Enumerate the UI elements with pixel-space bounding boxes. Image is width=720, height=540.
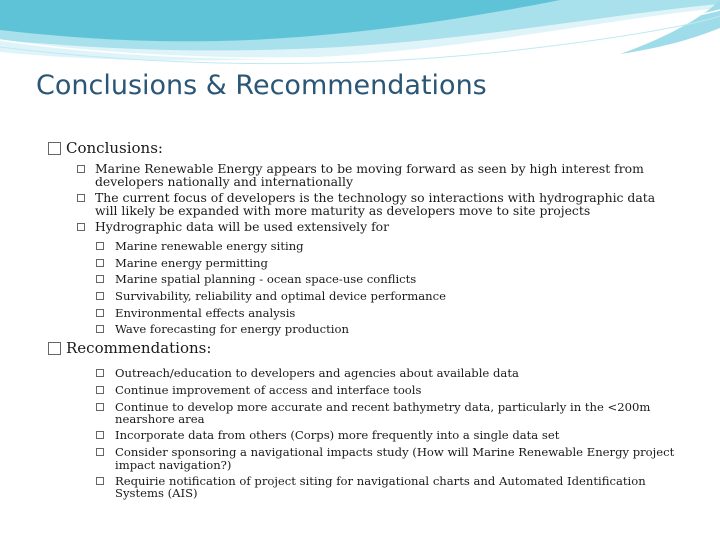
square-bullet-icon [48,342,61,355]
conclusions-heading: Conclusions: [48,140,678,157]
conclusion-item: The current focus of developers is the technology so interactions with hydrographic data will likely be expanded with more maturity as developers move to site projects [95,192,675,217]
square-bullet-icon [48,142,61,155]
square-bullet-icon [96,403,104,411]
square-bullet-icon [96,292,104,300]
slide-body [48,140,678,504]
recommendation-item: Continue improvement of access and interface tools [115,384,675,396]
recommendation-item: Incorporate data from others (Corps) more frequently into a single data set [115,429,675,441]
square-bullet-icon [77,165,85,173]
conclusion-subitem: Environmental effects analysis [115,307,675,319]
conclusion-subitem: Survivability, reliability and optimal device performance [115,290,675,302]
decorative-wave-header [0,0,720,75]
square-bullet-icon [77,223,85,231]
square-bullet-icon [96,275,104,283]
square-bullet-icon [96,369,104,377]
recommendation-item: Requirie notification of project siting for navigational charts and Automated Identification Systems (AIS) [115,475,675,500]
conclusion-item: Marine Renewable Energy appears to be moving forward as seen by high interest from developers nationally and internationally [95,163,675,188]
recommendations-heading: Recommendations: [48,340,678,357]
conclusion-subitem: Marine spatial planning - ocean space-use conflicts [115,273,675,285]
square-bullet-icon [96,309,104,317]
recommendation-item: Consider sponsoring a navigational impacts study (How will Marine Renewable Energy project impact navigation?) [115,446,675,471]
square-bullet-icon [96,448,104,456]
conclusion-subitem: Wave forecasting for energy production [115,323,675,335]
square-bullet-icon [96,259,104,267]
conclusion-item: Hydrographic data will be used extensively for [95,221,675,234]
square-bullet-icon [96,386,104,394]
square-bullet-icon [96,325,104,333]
square-bullet-icon [96,431,104,439]
slide-title: Conclusions & Recommendations [36,70,487,101]
conclusion-subitem: Marine energy permitting [115,257,675,269]
square-bullet-icon [77,194,85,202]
recommendation-item: Continue to develop more accurate and recent bathymetry data, particularly in the <200m nearshore area [115,401,675,426]
conclusion-subitem: Marine renewable energy siting [115,240,675,252]
recommendation-item: Outreach/education to developers and agencies about available data [115,367,675,379]
square-bullet-icon [96,242,104,250]
square-bullet-icon [96,477,104,485]
